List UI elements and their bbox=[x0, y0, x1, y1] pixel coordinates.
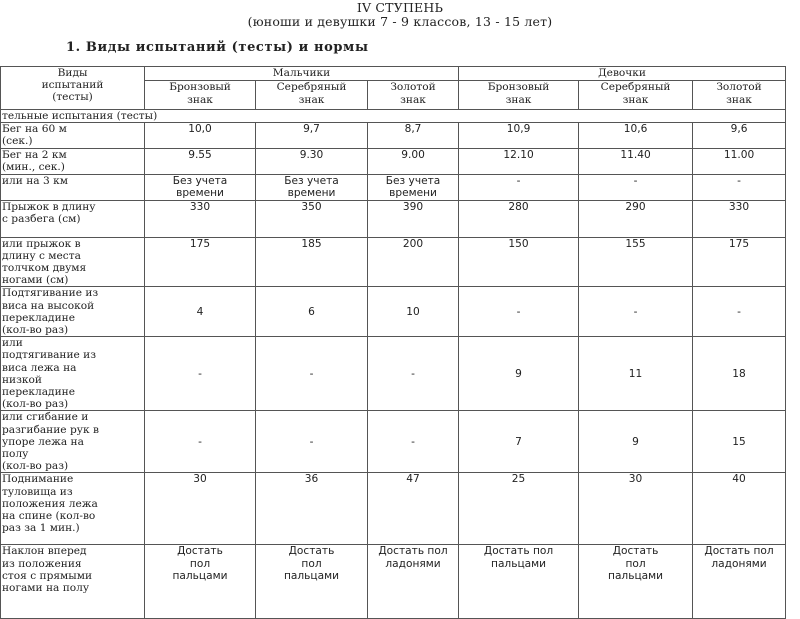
test-name-cell: или прыжок в длину с места толчком двумя ногами (см) bbox=[1, 237, 145, 287]
page-subtitle: (юноши и девушки 7 - 9 классов, 13 - 15 лет) bbox=[247, 14, 553, 29]
norm-value-cell: 200 bbox=[368, 237, 459, 287]
norm-value-cell: 350 bbox=[256, 200, 368, 237]
norm-value-cell: 330 bbox=[693, 200, 786, 237]
norm-value-cell: - bbox=[368, 411, 459, 473]
table-row bbox=[1, 411, 786, 473]
test-name-cell: Бег на 2 км (мин., сек.) bbox=[1, 149, 145, 174]
norm-value-cell: 11.00 bbox=[693, 149, 786, 174]
norm-value-cell: Без учета времени bbox=[368, 174, 459, 200]
norm-value-cell: 9.30 bbox=[256, 149, 368, 174]
norm-value-cell: 7 bbox=[459, 411, 579, 473]
norm-value-cell: - bbox=[693, 174, 786, 200]
table-row bbox=[1, 149, 786, 174]
test-name-cell: Наклон вперед из положения стоя с прямыми ногами на полу bbox=[1, 545, 145, 619]
norm-value-cell: 18 bbox=[693, 337, 786, 411]
norm-value-cell: - bbox=[693, 287, 786, 337]
test-types-header: Виды испытаний (тесты) bbox=[1, 67, 145, 110]
badge-header: Золотой знак bbox=[368, 81, 459, 110]
norm-value-cell: 4 bbox=[145, 287, 256, 337]
norm-value-cell: - bbox=[145, 337, 256, 411]
norm-value-cell: 290 bbox=[579, 200, 693, 237]
norm-value-cell: 47 bbox=[368, 473, 459, 545]
norm-value-cell: - bbox=[145, 411, 256, 473]
norm-value-cell: 155 bbox=[579, 237, 693, 287]
test-name-cell: Прыжок в длину с разбега (см) bbox=[1, 200, 145, 237]
badge-header: Серебряный знак bbox=[579, 81, 693, 110]
section-heading: 1. Виды испытаний (тесты) и нормы bbox=[66, 40, 369, 55]
norm-value-cell: 175 bbox=[693, 237, 786, 287]
norm-value-cell: 10 bbox=[368, 287, 459, 337]
norm-value-cell: 11 bbox=[579, 337, 693, 411]
norm-value-cell: Достать пол ладонями bbox=[693, 545, 786, 619]
table-row bbox=[1, 287, 786, 337]
norm-value-cell: 9.00 bbox=[368, 149, 459, 174]
norm-value-cell: Достать пол пальцами bbox=[459, 545, 579, 619]
norm-value-cell: 390 bbox=[368, 200, 459, 237]
norm-value-cell: 9.55 bbox=[145, 149, 256, 174]
norm-value-cell: 9,6 bbox=[693, 123, 786, 149]
norm-value-cell: 11.40 bbox=[579, 149, 693, 174]
norm-value-cell: - bbox=[579, 174, 693, 200]
norm-value-cell: 9 bbox=[579, 411, 693, 473]
table-row bbox=[1, 123, 786, 149]
badge-header: Золотой знак bbox=[693, 81, 786, 110]
norm-value-cell: 10,9 bbox=[459, 123, 579, 149]
norm-value-cell: 25 bbox=[459, 473, 579, 545]
table-row bbox=[1, 174, 786, 200]
norm-value-cell: 280 bbox=[459, 200, 579, 237]
test-name-cell: Поднимание туловища из положения лежа на спине (кол-во раз за 1 мин.) bbox=[1, 473, 145, 545]
badge-header: Бронзовый знак bbox=[459, 81, 579, 110]
norm-value-cell: 6 bbox=[256, 287, 368, 337]
norm-value-cell: Без учета времени bbox=[256, 174, 368, 200]
test-name-cell: Подтягивание из виса на высокой перекладине (кол-во раз) bbox=[1, 287, 145, 337]
norm-value-cell: - bbox=[579, 287, 693, 337]
norm-value-cell: - bbox=[256, 411, 368, 473]
norm-value-cell: - bbox=[368, 337, 459, 411]
norm-value-cell: 12.10 bbox=[459, 149, 579, 174]
test-name-cell: или на 3 км bbox=[1, 174, 145, 200]
norm-value-cell: Достать пол пальцами bbox=[256, 545, 368, 619]
test-name-cell: или сгибание и разгибание рук в упоре лежа на полу (кол-во раз) bbox=[1, 411, 145, 473]
norms-table bbox=[0, 66, 786, 619]
table-row bbox=[1, 545, 786, 619]
norm-value-cell: 10,6 bbox=[579, 123, 693, 149]
table-row bbox=[1, 473, 786, 545]
norm-value-cell: Достать пол пальцами bbox=[579, 545, 693, 619]
norm-value-cell: 9,7 bbox=[256, 123, 368, 149]
badge-header: Бронзовый знак bbox=[145, 81, 256, 110]
norm-value-cell: 36 bbox=[256, 473, 368, 545]
norm-value-cell: - bbox=[459, 287, 579, 337]
norm-value-cell: 185 bbox=[256, 237, 368, 287]
norm-value-cell: Достать пол ладонями bbox=[368, 545, 459, 619]
norm-value-cell: Без учета времени bbox=[145, 174, 256, 200]
norm-value-cell: 150 bbox=[459, 237, 579, 287]
test-name-cell: или подтягивание из виса лежа на низкой перекладине (кол-во раз) bbox=[1, 337, 145, 411]
norm-value-cell: - bbox=[256, 337, 368, 411]
girls-header: Девочки bbox=[459, 67, 786, 81]
test-name-cell: Бег на 60 м (сек.) bbox=[1, 123, 145, 149]
norm-value-cell: Достать пол пальцами bbox=[145, 545, 256, 619]
norm-value-cell: 40 bbox=[693, 473, 786, 545]
norm-value-cell: 30 bbox=[579, 473, 693, 545]
norm-value-cell: 15 bbox=[693, 411, 786, 473]
norm-value-cell: 9 bbox=[459, 337, 579, 411]
norm-value-cell: 8,7 bbox=[368, 123, 459, 149]
page-title: IV СТУПЕНЬ bbox=[356, 0, 444, 15]
norm-value-cell: 330 bbox=[145, 200, 256, 237]
table-row bbox=[1, 200, 786, 237]
badge-header: Серебряный знак bbox=[256, 81, 368, 110]
norm-value-cell: 175 bbox=[145, 237, 256, 287]
table-row bbox=[1, 337, 786, 411]
group-label: тельные испытания (тесты) bbox=[1, 110, 786, 123]
norm-value-cell: 10,0 bbox=[145, 123, 256, 149]
boys-header: Мальчики bbox=[145, 67, 459, 81]
norm-value-cell: 30 bbox=[145, 473, 256, 545]
norm-value-cell: - bbox=[459, 174, 579, 200]
table-row bbox=[1, 237, 786, 287]
